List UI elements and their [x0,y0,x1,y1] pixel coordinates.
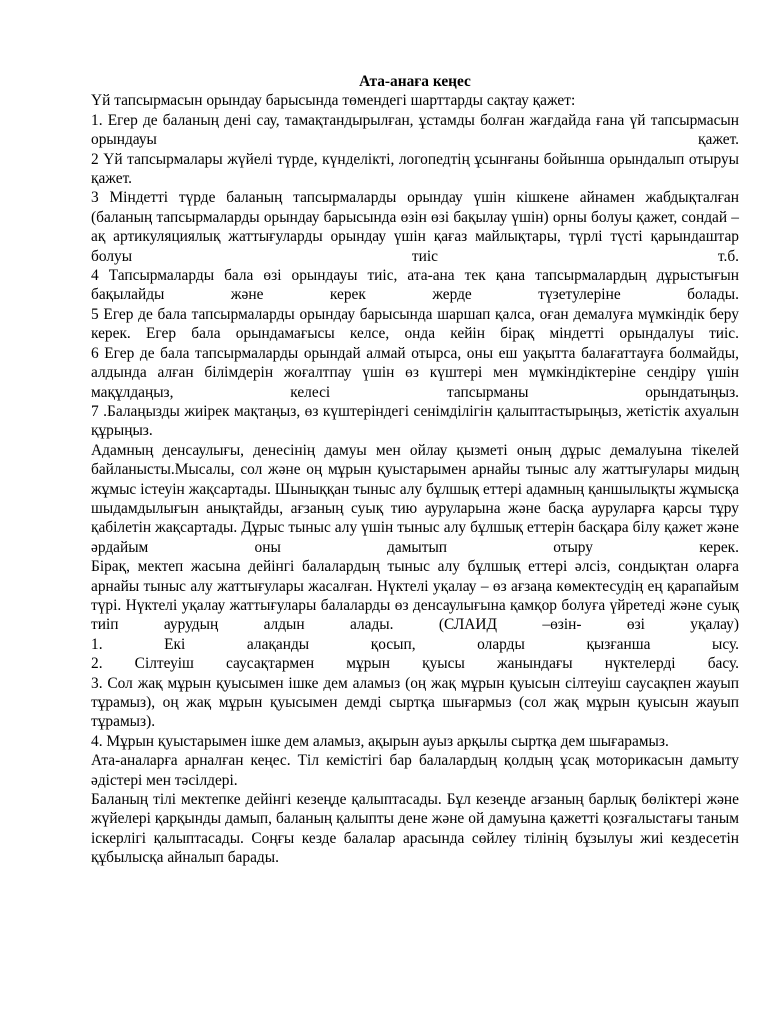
paragraph-rule-2: 2 Үй тапсырмалары жүйелі түрде, күнделікті, логопедтің ұсынғаны бойынша орындалып отыруы қажет. [91,150,739,188]
paragraph-rule-3: 3 Міндетті түрде баланың тапсырмаларды орындау үшін кішкене айнамен жабдықталған (баланың тапсырмаларды орындау барысында өзін өзі бақылау үшін) орны болуы қажет, сондай –ақ артикуляциялық жаттығуларды орындау үшін қағаз майлықтары, түрлі түсті қарындаштар болуы тиіс т.б. [91,189,739,265]
paragraph-health: Адамның денсаулығы, денесінің дамуы мен ойлау қызметі оның дұрыс демалуына тікелей байланысты.Мысалы, сол және оң мұрын қуыстарымен арнайы тыныс алу жаттығулары мидың жұмыс істеуін жақсартады. Шыныққан тыныс алу бұлшық еттері адамның қаншылықты жұмысқа шыдамдылығын анықтайды, ағзаның суық тию ауруларына және басқа ауруларға қарсы тұру қабілетін жақсартады. Дұрыс тыныс алу үшін тыныс алу бұлшық еттерін басқара білу қажет және әрдайым оны дамытып отыру керек. [91,441,739,556]
paragraph-step-3: 3. Сол жақ мұрын қуысымен ішке дем аламыз (оң жақ мұрын қуысын сілтеуіш саусақпен жауып тұрамыз), оң жақ мұрын қуысымен демді сыртқа шығармыз (сол жақ мұрын қуысын жауып тұрамыз). [91,674,739,731]
paragraph-rule-5: 5 Егер де бала тапсырмаларды орындау барысында шаршап қалса, оған демалуға мүмкіндік беру керек. Егер бала орындамағысы келсе, онда кейін бірақ міндетті орындалуы тиіс. [91,305,739,343]
paragraph-rule-1: 1. Егер де баланың дені сау, тамақтандырылған, ұстамды болған жағдайда ғана үй тапсырмасын орындауы қажет. [91,111,739,149]
paragraph-step-1: 1. Екі алақанды қосып, оларды қызғанша ысу. [91,635,739,653]
paragraph-rule-4: 4 Тапсырмаларды бала өзі орындауы тиіс, ата-ана тек қана тапсырмалардың дұрыстығын бақылайды және керек жерде түзетулеріне болады. [91,267,739,304]
paragraph-step-4: 4. Мұрын қуыстарымен ішке дем аламыз, ақырын ауыз арқылы сыртқа дем шығарамыз. [91,732,669,750]
paragraph-step-2: 2. Сілтеуіш саусақтармен мұрын қуысы жанындағы нүктелерді басу. [91,655,739,673]
paragraph-intro: Үй тапсырмасын орындау барысында төмендегі шарттарды сақтау қажет: [91,92,576,110]
document-title: Ата-анаға кеңес [359,73,471,90]
paragraph-rule-7: 7 .Балаңызды жиірек мақтаңыз, өз күштеріндегі сенімділігін қалыптастырыңыз, жетістік ахуалын құрыңыз. [91,402,739,440]
paragraph-advice-heading: Ата-аналарға арналған кеңес. Тіл кемістігі бар балалардың қолдың ұсақ моторикасын дамыту әдістері мен тәсілдері. [91,752,739,789]
paragraph-breathing-massage: Бірақ, мектеп жасына дейінгі балалардың тыныс алу бұлшық еттері әлсіз, сондықтан оларға арнайы тыныс алу жаттығулары жасалған. Нүктелі уқалау – өз ағзаңа көмектесудің ең қарапайым түрі. Нүктелі уқалау жаттығулары балаларды өз денсаулығына қамқор болуға үйретеді және суық тиіп аурудың алдын алады. (СЛАИД –өзін- өзі уқалау) [91,558,739,634]
document-page [91,72,739,868]
paragraph-rule-6: 6 Егер де бала тапсырмаларды орындай алмай отырса, оны еш уақытта балағаттауға болмайды, алдында алған білімдерін жоғалтпау үшін өз күштері мен мүмкіндіктеріне сендіру үшін мақұлдаңыз, келесі тапсырманы орындатыңыз. [91,344,739,401]
paragraph-speech-development: Баланың тілі мектепке дейінгі кезеңде қалыптасады. Бұл кезеңде ағзаның барлық бөліктері және жүйелері қарқынды дамып, баланың қалыпты дене және ой дамуына қажетті қозғалыстағы таным іскерлігі қалыптасады. Соңғы кезде балалар арасында сөйлеу тілінің бұзылуы жиі кездесетін құбылысқа айналып барады. [91,791,739,867]
